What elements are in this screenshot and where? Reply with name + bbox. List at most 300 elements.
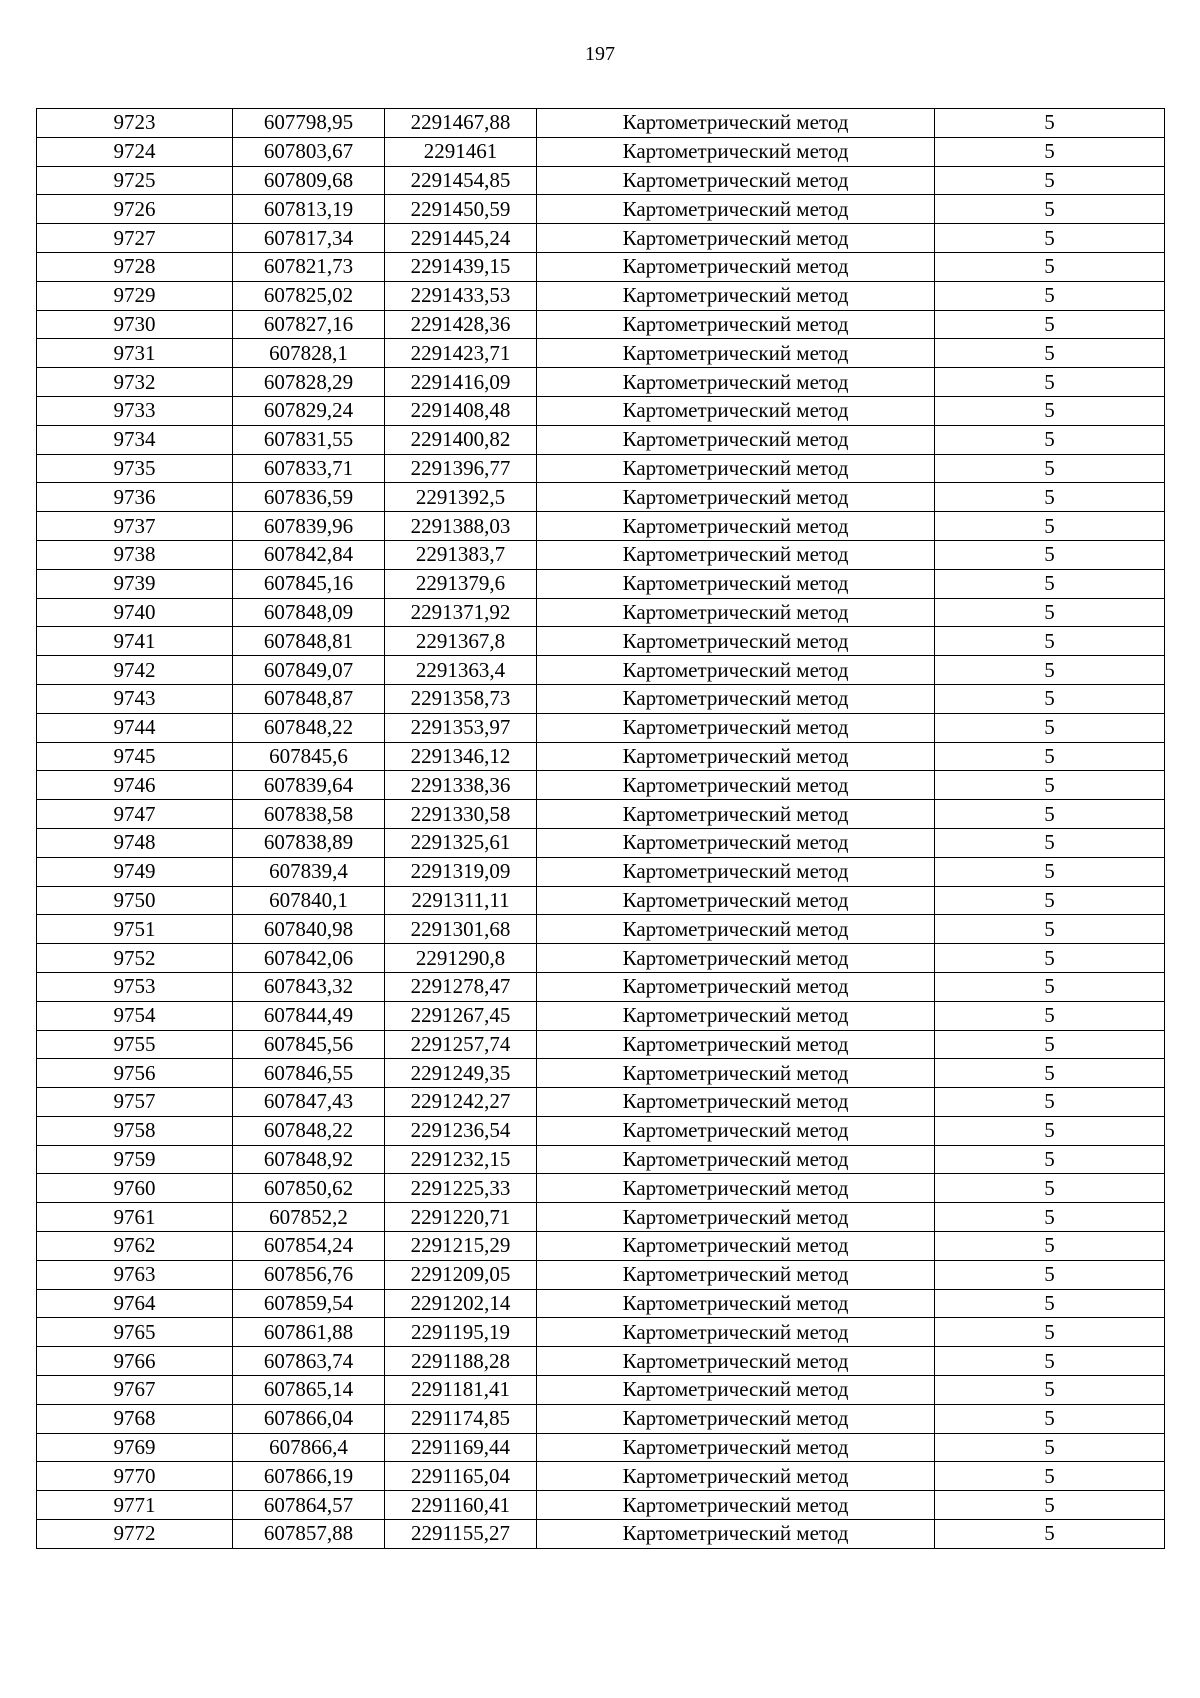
method-cell: Картометрический метод: [537, 281, 935, 310]
point-number-cell: 9751: [37, 915, 233, 944]
accuracy-cell: 5: [935, 684, 1165, 713]
accuracy-cell: 5: [935, 512, 1165, 541]
accuracy-cell: 5: [935, 1001, 1165, 1030]
method-cell: Картометрический метод: [537, 1260, 935, 1289]
table-row: [37, 224, 1165, 253]
point-number-cell: 9765: [37, 1318, 233, 1347]
x-coordinate-cell: 607829,24: [233, 396, 385, 425]
method-cell: Картометрический метод: [537, 569, 935, 598]
method-cell: Картометрический метод: [537, 771, 935, 800]
accuracy-cell: 5: [935, 1232, 1165, 1261]
accuracy-cell: 5: [935, 1376, 1165, 1405]
accuracy-cell: 5: [935, 972, 1165, 1001]
table-row: [37, 886, 1165, 915]
point-number-cell: 9726: [37, 195, 233, 224]
point-number-cell: 9725: [37, 166, 233, 195]
y-coordinate-cell: 2291439,15: [385, 252, 537, 281]
point-number-cell: 9753: [37, 972, 233, 1001]
method-cell: Картометрический метод: [537, 425, 935, 454]
accuracy-cell: 5: [935, 339, 1165, 368]
method-cell: Картометрический метод: [537, 1088, 935, 1117]
y-coordinate-cell: 2291215,29: [385, 1232, 537, 1261]
table-row: [37, 1404, 1165, 1433]
x-coordinate-cell: 607842,06: [233, 944, 385, 973]
x-coordinate-cell: 607849,07: [233, 656, 385, 685]
point-number-cell: 9754: [37, 1001, 233, 1030]
accuracy-cell: 5: [935, 915, 1165, 944]
accuracy-cell: 5: [935, 1260, 1165, 1289]
table-row: [37, 1001, 1165, 1030]
method-cell: Картометрический метод: [537, 195, 935, 224]
accuracy-cell: 5: [935, 396, 1165, 425]
accuracy-cell: 5: [935, 800, 1165, 829]
table-row: [37, 684, 1165, 713]
table-row: [37, 1318, 1165, 1347]
y-coordinate-cell: 2291371,92: [385, 598, 537, 627]
table-row: [37, 483, 1165, 512]
accuracy-cell: 5: [935, 1289, 1165, 1318]
point-number-cell: 9749: [37, 857, 233, 886]
table-row: [37, 1433, 1165, 1462]
x-coordinate-cell: 607848,81: [233, 627, 385, 656]
accuracy-cell: 5: [935, 1347, 1165, 1376]
accuracy-cell: 5: [935, 857, 1165, 886]
y-coordinate-cell: 2291267,45: [385, 1001, 537, 1030]
table-row: [37, 310, 1165, 339]
table-row: [37, 195, 1165, 224]
y-coordinate-cell: 2291174,85: [385, 1404, 537, 1433]
y-coordinate-cell: 2291445,24: [385, 224, 537, 253]
point-number-cell: 9737: [37, 512, 233, 541]
table-row: [37, 1232, 1165, 1261]
accuracy-cell: 5: [935, 1462, 1165, 1491]
y-coordinate-cell: 2291396,77: [385, 454, 537, 483]
accuracy-cell: 5: [935, 828, 1165, 857]
point-number-cell: 9743: [37, 684, 233, 713]
method-cell: Картометрический метод: [537, 1520, 935, 1549]
x-coordinate-cell: 607863,74: [233, 1347, 385, 1376]
method-cell: Картометрический метод: [537, 1174, 935, 1203]
method-cell: Картометрический метод: [537, 1491, 935, 1520]
accuracy-cell: 5: [935, 281, 1165, 310]
y-coordinate-cell: 2291225,33: [385, 1174, 537, 1203]
x-coordinate-cell: 607838,58: [233, 800, 385, 829]
method-cell: Картометрический метод: [537, 1318, 935, 1347]
point-number-cell: 9757: [37, 1088, 233, 1117]
y-coordinate-cell: 2291319,09: [385, 857, 537, 886]
method-cell: Картометрический метод: [537, 656, 935, 685]
table-row: [37, 1030, 1165, 1059]
x-coordinate-cell: 607839,4: [233, 857, 385, 886]
y-coordinate-cell: 2291195,19: [385, 1318, 537, 1347]
method-cell: Картометрический метод: [537, 684, 935, 713]
point-number-cell: 9759: [37, 1145, 233, 1174]
y-coordinate-cell: 2291220,71: [385, 1203, 537, 1232]
point-number-cell: 9763: [37, 1260, 233, 1289]
method-cell: Картометрический метод: [537, 886, 935, 915]
x-coordinate-cell: 607798,95: [233, 109, 385, 138]
accuracy-cell: 5: [935, 1088, 1165, 1117]
accuracy-cell: 5: [935, 944, 1165, 973]
y-coordinate-cell: 2291433,53: [385, 281, 537, 310]
x-coordinate-cell: 607828,29: [233, 368, 385, 397]
x-coordinate-cell: 607845,6: [233, 742, 385, 771]
table-row: [37, 454, 1165, 483]
y-coordinate-cell: 2291290,8: [385, 944, 537, 973]
table-row: [37, 598, 1165, 627]
page-number: 197: [585, 43, 615, 65]
method-cell: Картометрический метод: [537, 800, 935, 829]
x-coordinate-cell: 607813,19: [233, 195, 385, 224]
accuracy-cell: 5: [935, 598, 1165, 627]
accuracy-cell: 5: [935, 1520, 1165, 1549]
point-number-cell: 9738: [37, 540, 233, 569]
x-coordinate-cell: 607848,09: [233, 598, 385, 627]
method-cell: Картометрический метод: [537, 972, 935, 1001]
x-coordinate-cell: 607864,57: [233, 1491, 385, 1520]
y-coordinate-cell: 2291249,35: [385, 1059, 537, 1088]
method-cell: Картометрический метод: [537, 512, 935, 541]
method-cell: Картометрический метод: [537, 1232, 935, 1261]
method-cell: Картометрический метод: [537, 915, 935, 944]
table-row: [37, 425, 1165, 454]
method-cell: Картометрический метод: [537, 857, 935, 886]
point-number-cell: 9767: [37, 1376, 233, 1405]
table-row: [37, 252, 1165, 281]
method-cell: Картометрический метод: [537, 483, 935, 512]
table-row: [37, 281, 1165, 310]
y-coordinate-cell: 2291383,7: [385, 540, 537, 569]
y-coordinate-cell: 2291400,82: [385, 425, 537, 454]
table-row: [37, 1088, 1165, 1117]
y-coordinate-cell: 2291353,97: [385, 713, 537, 742]
table-row: [37, 857, 1165, 886]
y-coordinate-cell: 2291311,11: [385, 886, 537, 915]
table-row: [37, 1059, 1165, 1088]
method-cell: Картометрический метод: [537, 137, 935, 166]
point-number-cell: 9770: [37, 1462, 233, 1491]
y-coordinate-cell: 2291169,44: [385, 1433, 537, 1462]
x-coordinate-cell: 607817,34: [233, 224, 385, 253]
x-coordinate-cell: 607809,68: [233, 166, 385, 195]
accuracy-cell: 5: [935, 1145, 1165, 1174]
y-coordinate-cell: 2291450,59: [385, 195, 537, 224]
accuracy-cell: 5: [935, 1174, 1165, 1203]
table-row: [37, 1376, 1165, 1405]
x-coordinate-cell: 607827,16: [233, 310, 385, 339]
point-number-cell: 9736: [37, 483, 233, 512]
method-cell: Картометрический метод: [537, 339, 935, 368]
method-cell: Картометрический метод: [537, 828, 935, 857]
accuracy-cell: 5: [935, 483, 1165, 512]
x-coordinate-cell: 607865,14: [233, 1376, 385, 1405]
accuracy-cell: 5: [935, 166, 1165, 195]
x-coordinate-cell: 607846,55: [233, 1059, 385, 1088]
method-cell: Картометрический метод: [537, 368, 935, 397]
method-cell: Картометрический метод: [537, 109, 935, 138]
x-coordinate-cell: 607848,87: [233, 684, 385, 713]
table-row: [37, 1203, 1165, 1232]
x-coordinate-cell: 607842,84: [233, 540, 385, 569]
accuracy-cell: 5: [935, 425, 1165, 454]
x-coordinate-cell: 607848,22: [233, 1116, 385, 1145]
table-row: [37, 944, 1165, 973]
x-coordinate-cell: 607831,55: [233, 425, 385, 454]
accuracy-cell: 5: [935, 540, 1165, 569]
y-coordinate-cell: 2291330,58: [385, 800, 537, 829]
accuracy-cell: 5: [935, 252, 1165, 281]
x-coordinate-cell: 607833,71: [233, 454, 385, 483]
table-row: [37, 137, 1165, 166]
table-row: [37, 1116, 1165, 1145]
coordinates-table: [36, 108, 1165, 1549]
accuracy-cell: 5: [935, 1318, 1165, 1347]
accuracy-cell: 5: [935, 713, 1165, 742]
method-cell: Картометрический метод: [537, 742, 935, 771]
y-coordinate-cell: 2291358,73: [385, 684, 537, 713]
y-coordinate-cell: 2291278,47: [385, 972, 537, 1001]
method-cell: Картометрический метод: [537, 1116, 935, 1145]
point-number-cell: 9732: [37, 368, 233, 397]
accuracy-cell: 5: [935, 1059, 1165, 1088]
x-coordinate-cell: 607836,59: [233, 483, 385, 512]
x-coordinate-cell: 607856,76: [233, 1260, 385, 1289]
x-coordinate-cell: 607866,19: [233, 1462, 385, 1491]
table-row: [37, 339, 1165, 368]
table-row: [37, 742, 1165, 771]
point-number-cell: 9742: [37, 656, 233, 685]
point-number-cell: 9735: [37, 454, 233, 483]
x-coordinate-cell: 607845,16: [233, 569, 385, 598]
table-row: [37, 800, 1165, 829]
x-coordinate-cell: 607857,88: [233, 1520, 385, 1549]
point-number-cell: 9772: [37, 1520, 233, 1549]
table-row: [37, 828, 1165, 857]
table-row: [37, 1260, 1165, 1289]
point-number-cell: 9727: [37, 224, 233, 253]
table-row: [37, 396, 1165, 425]
point-number-cell: 9766: [37, 1347, 233, 1376]
method-cell: Картометрический метод: [537, 224, 935, 253]
method-cell: Картометрический метод: [537, 310, 935, 339]
y-coordinate-cell: 2291301,68: [385, 915, 537, 944]
x-coordinate-cell: 607866,04: [233, 1404, 385, 1433]
x-coordinate-cell: 607848,92: [233, 1145, 385, 1174]
method-cell: Картометрический метод: [537, 1001, 935, 1030]
y-coordinate-cell: 2291232,15: [385, 1145, 537, 1174]
point-number-cell: 9744: [37, 713, 233, 742]
point-number-cell: 9739: [37, 569, 233, 598]
method-cell: Картометрический метод: [537, 1404, 935, 1433]
y-coordinate-cell: 2291188,28: [385, 1347, 537, 1376]
y-coordinate-cell: 2291155,27: [385, 1520, 537, 1549]
accuracy-cell: 5: [935, 742, 1165, 771]
x-coordinate-cell: 607840,98: [233, 915, 385, 944]
point-number-cell: 9761: [37, 1203, 233, 1232]
table-row: [37, 1174, 1165, 1203]
point-number-cell: 9745: [37, 742, 233, 771]
method-cell: Картометрический метод: [537, 540, 935, 569]
method-cell: Картометрический метод: [537, 1030, 935, 1059]
table-row: [37, 1462, 1165, 1491]
y-coordinate-cell: 2291367,8: [385, 627, 537, 656]
method-cell: Картометрический метод: [537, 713, 935, 742]
coordinates-table-body: [37, 109, 1165, 1549]
x-coordinate-cell: 607848,22: [233, 713, 385, 742]
method-cell: Картометрический метод: [537, 1289, 935, 1318]
method-cell: Картометрический метод: [537, 1462, 935, 1491]
y-coordinate-cell: 2291379,6: [385, 569, 537, 598]
table-row: [37, 656, 1165, 685]
x-coordinate-cell: 607861,88: [233, 1318, 385, 1347]
method-cell: Картометрический метод: [537, 252, 935, 281]
x-coordinate-cell: 607859,54: [233, 1289, 385, 1318]
table-row: [37, 540, 1165, 569]
y-coordinate-cell: 2291325,61: [385, 828, 537, 857]
y-coordinate-cell: 2291388,03: [385, 512, 537, 541]
accuracy-cell: 5: [935, 368, 1165, 397]
table-row: [37, 166, 1165, 195]
y-coordinate-cell: 2291160,41: [385, 1491, 537, 1520]
y-coordinate-cell: 2291467,88: [385, 109, 537, 138]
y-coordinate-cell: 2291416,09: [385, 368, 537, 397]
accuracy-cell: 5: [935, 1030, 1165, 1059]
method-cell: Картометрический метод: [537, 454, 935, 483]
y-coordinate-cell: 2291428,36: [385, 310, 537, 339]
point-number-cell: 9752: [37, 944, 233, 973]
y-coordinate-cell: 2291236,54: [385, 1116, 537, 1145]
accuracy-cell: 5: [935, 1491, 1165, 1520]
method-cell: Картометрический метод: [537, 944, 935, 973]
x-coordinate-cell: 607847,43: [233, 1088, 385, 1117]
point-number-cell: 9741: [37, 627, 233, 656]
point-number-cell: 9771: [37, 1491, 233, 1520]
x-coordinate-cell: 607803,67: [233, 137, 385, 166]
x-coordinate-cell: 607866,4: [233, 1433, 385, 1462]
point-number-cell: 9729: [37, 281, 233, 310]
point-number-cell: 9750: [37, 886, 233, 915]
method-cell: Картометрический метод: [537, 1376, 935, 1405]
x-coordinate-cell: 607843,32: [233, 972, 385, 1001]
point-number-cell: 9746: [37, 771, 233, 800]
table-row: [37, 771, 1165, 800]
point-number-cell: 9760: [37, 1174, 233, 1203]
accuracy-cell: 5: [935, 886, 1165, 915]
point-number-cell: 9756: [37, 1059, 233, 1088]
x-coordinate-cell: 607854,24: [233, 1232, 385, 1261]
x-coordinate-cell: 607852,2: [233, 1203, 385, 1232]
point-number-cell: 9731: [37, 339, 233, 368]
y-coordinate-cell: 2291165,04: [385, 1462, 537, 1491]
y-coordinate-cell: 2291242,27: [385, 1088, 537, 1117]
y-coordinate-cell: 2291408,48: [385, 396, 537, 425]
accuracy-cell: 5: [935, 1203, 1165, 1232]
point-number-cell: 9740: [37, 598, 233, 627]
x-coordinate-cell: 607840,1: [233, 886, 385, 915]
table-row: [37, 1145, 1165, 1174]
accuracy-cell: 5: [935, 1404, 1165, 1433]
method-cell: Картометрический метод: [537, 627, 935, 656]
table-row: [37, 915, 1165, 944]
point-number-cell: 9769: [37, 1433, 233, 1462]
accuracy-cell: 5: [935, 195, 1165, 224]
point-number-cell: 9724: [37, 137, 233, 166]
table-row: [37, 512, 1165, 541]
x-coordinate-cell: 607821,73: [233, 252, 385, 281]
table-row: [37, 627, 1165, 656]
method-cell: Картометрический метод: [537, 598, 935, 627]
accuracy-cell: 5: [935, 224, 1165, 253]
accuracy-cell: 5: [935, 310, 1165, 339]
point-number-cell: 9728: [37, 252, 233, 281]
accuracy-cell: 5: [935, 1116, 1165, 1145]
y-coordinate-cell: 2291209,05: [385, 1260, 537, 1289]
accuracy-cell: 5: [935, 656, 1165, 685]
table-row: [37, 569, 1165, 598]
y-coordinate-cell: 2291257,74: [385, 1030, 537, 1059]
table-row: [37, 1289, 1165, 1318]
table-row: [37, 1347, 1165, 1376]
accuracy-cell: 5: [935, 454, 1165, 483]
method-cell: Картометрический метод: [537, 396, 935, 425]
x-coordinate-cell: 607838,89: [233, 828, 385, 857]
x-coordinate-cell: 607825,02: [233, 281, 385, 310]
accuracy-cell: 5: [935, 1433, 1165, 1462]
y-coordinate-cell: 2291423,71: [385, 339, 537, 368]
method-cell: Картометрический метод: [537, 1433, 935, 1462]
point-number-cell: 9758: [37, 1116, 233, 1145]
method-cell: Картометрический метод: [537, 1145, 935, 1174]
point-number-cell: 9733: [37, 396, 233, 425]
point-number-cell: 9764: [37, 1289, 233, 1318]
y-coordinate-cell: 2291461: [385, 137, 537, 166]
y-coordinate-cell: 2291202,14: [385, 1289, 537, 1318]
table-row: [37, 109, 1165, 138]
x-coordinate-cell: 607844,49: [233, 1001, 385, 1030]
table-row: [37, 713, 1165, 742]
table-row: [37, 368, 1165, 397]
point-number-cell: 9734: [37, 425, 233, 454]
table-row: [37, 972, 1165, 1001]
accuracy-cell: 5: [935, 137, 1165, 166]
y-coordinate-cell: 2291181,41: [385, 1376, 537, 1405]
x-coordinate-cell: 607828,1: [233, 339, 385, 368]
y-coordinate-cell: 2291363,4: [385, 656, 537, 685]
table-row: [37, 1520, 1165, 1549]
y-coordinate-cell: 2291346,12: [385, 742, 537, 771]
point-number-cell: 9723: [37, 109, 233, 138]
point-number-cell: 9747: [37, 800, 233, 829]
accuracy-cell: 5: [935, 569, 1165, 598]
y-coordinate-cell: 2291338,36: [385, 771, 537, 800]
accuracy-cell: 5: [935, 771, 1165, 800]
y-coordinate-cell: 2291392,5: [385, 483, 537, 512]
x-coordinate-cell: 607839,96: [233, 512, 385, 541]
x-coordinate-cell: 607850,62: [233, 1174, 385, 1203]
x-coordinate-cell: 607839,64: [233, 771, 385, 800]
method-cell: Картометрический метод: [537, 1059, 935, 1088]
point-number-cell: 9755: [37, 1030, 233, 1059]
y-coordinate-cell: 2291454,85: [385, 166, 537, 195]
method-cell: Картометрический метод: [537, 166, 935, 195]
method-cell: Картометрический метод: [537, 1203, 935, 1232]
table-row: [37, 1491, 1165, 1520]
point-number-cell: 9748: [37, 828, 233, 857]
point-number-cell: 9768: [37, 1404, 233, 1433]
accuracy-cell: 5: [935, 109, 1165, 138]
method-cell: Картометрический метод: [537, 1347, 935, 1376]
point-number-cell: 9730: [37, 310, 233, 339]
